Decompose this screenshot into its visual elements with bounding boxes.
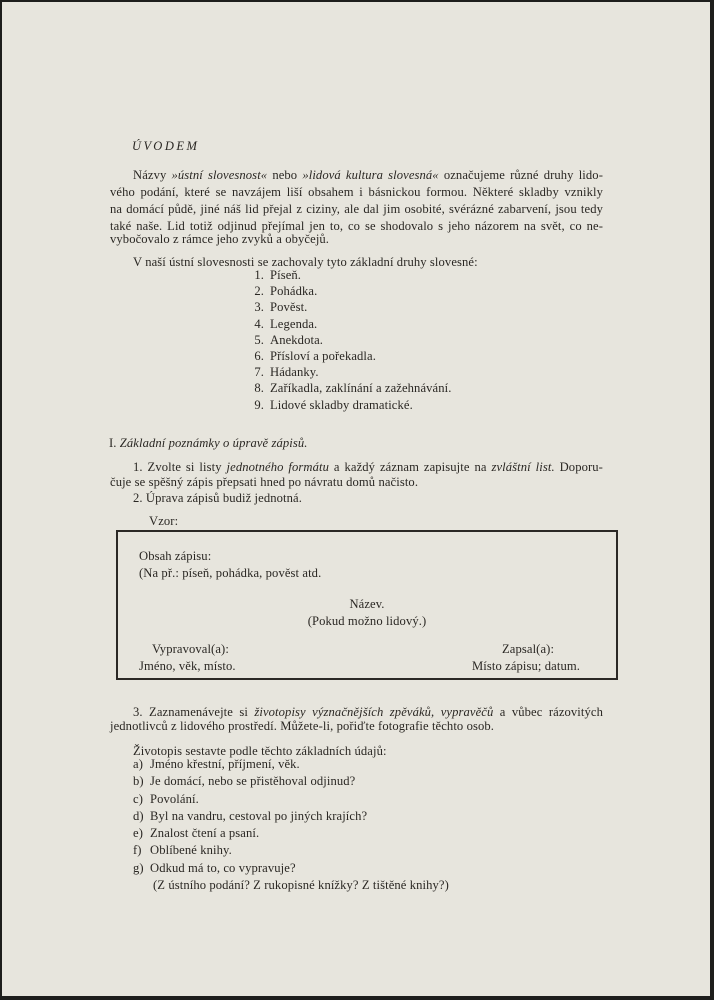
box-title-note: (Pokud možno lidový.) bbox=[307, 614, 427, 628]
bio-item-text: Povolání. bbox=[150, 791, 199, 806]
genre-number: 5. bbox=[254, 332, 264, 347]
rule-3-line-2: jednotlivců z lidového prostředí. Můžete-li, pořiďte fotografie těchto osob. bbox=[110, 719, 495, 733]
genre-number: 3. bbox=[254, 300, 264, 315]
bio-item-letter: c) bbox=[133, 791, 143, 806]
box-recorder-label: Zapsal(a): bbox=[502, 642, 555, 656]
genre-item bbox=[249, 299, 451, 315]
genre-label: Anekdota. bbox=[270, 332, 324, 347]
box-narrator-fields: Jméno, věk, místo. bbox=[139, 659, 236, 673]
bio-item bbox=[133, 860, 367, 877]
intro-line-4: také naše. Lid totiž odjinud přejímal jen to, co se shodovalo s jeho názorem na svět, co ne- bbox=[110, 219, 603, 233]
genre-label: Pověst. bbox=[270, 300, 308, 315]
genre-label: Hádanky. bbox=[270, 365, 319, 380]
genre-item bbox=[249, 364, 451, 380]
bio-item-text: Znalost čtení a psaní. bbox=[150, 826, 260, 841]
genres-intro: V naší ústní slovesnosti se zachovaly tyto základní druhy slovesné: bbox=[133, 255, 478, 269]
bio-intro: Životopis sestavte podle těchto základních údajů: bbox=[133, 744, 387, 758]
rule-1-line-2: čuje se spěšný zápis přepsati hned po návratu domů načisto. bbox=[110, 475, 419, 489]
intro-line-1: Názvy »ústní slovesnost« nebo »lidová kultura slovesná« označujeme různé druhy lido- bbox=[133, 168, 603, 182]
bio-item-text: Jméno křestní, příjmení, věk. bbox=[150, 757, 300, 771]
box-content-example: (Na př.: píseň, pohádka, pověst atd. bbox=[139, 566, 322, 580]
document-page bbox=[2, 2, 710, 996]
box-narrator-label: Vypravoval(a): bbox=[152, 642, 229, 656]
genre-item bbox=[249, 316, 451, 332]
bio-g-sub: (Z ústního podání? Z rukopisné knížky? Z tištěné knihy?) bbox=[153, 878, 449, 892]
vzor-label: Vzor: bbox=[149, 514, 179, 528]
bio-item-text: Je domácí, nebo se přistěhoval odjinud? bbox=[150, 774, 356, 789]
heading-uvodem: ÚVODEM bbox=[132, 139, 200, 153]
bio-item bbox=[133, 825, 367, 842]
box-recorder-fields: Místo zápisu; datum. bbox=[472, 659, 580, 673]
genre-number: 6. bbox=[254, 348, 264, 363]
bio-list bbox=[133, 756, 367, 877]
record-template-box bbox=[116, 530, 618, 680]
genre-item bbox=[249, 267, 451, 283]
bio-item-letter: g) bbox=[133, 860, 144, 875]
genre-item bbox=[249, 380, 451, 396]
genre-label: Pohádka. bbox=[270, 284, 318, 299]
intro-line-3: na domácí půdě, jiné náš lid přejal z ciziny, ale dal jim osobité, svérázné zabarvení, jsou tedy bbox=[110, 202, 603, 216]
bio-item bbox=[133, 791, 367, 808]
bio-item-text: Oblíbené knihy. bbox=[150, 843, 232, 858]
rule-2: 2. Úprava zápisů budiž jednotná. bbox=[133, 491, 302, 505]
box-title-label: Název. bbox=[349, 597, 385, 611]
genre-number: 1. bbox=[254, 268, 264, 282]
rule-3-line-1: 3. Zaznamenávejte si životopisy význačnějších zpěváků, vypravěčů a vůbec rázovitých bbox=[133, 705, 603, 719]
genre-item bbox=[249, 283, 451, 299]
bio-item bbox=[133, 773, 367, 790]
bio-item-letter: f) bbox=[133, 843, 142, 858]
genre-label: Přísloví a pořekadla. bbox=[270, 348, 376, 363]
bio-item-text: Odkud má to, co vypravuje? bbox=[150, 860, 296, 875]
bio-item bbox=[133, 808, 367, 825]
bio-item-letter: d) bbox=[133, 808, 144, 823]
genre-item bbox=[249, 332, 451, 348]
intro-line-2: vého podání, které se navzájem liší obsahem i básnickou formou. Některé skladby vznikly bbox=[110, 185, 603, 199]
genre-label: Zaříkadla, zaklínání a zažehnávání. bbox=[270, 381, 452, 396]
bio-item-text: Byl na vandru, cestoval po jiných krajích? bbox=[150, 808, 368, 823]
bio-item-letter: e) bbox=[133, 826, 143, 841]
genre-label: Legenda. bbox=[270, 316, 318, 331]
box-content-label: Obsah zápisu: bbox=[139, 549, 212, 563]
bio-item-letter: a) bbox=[133, 757, 143, 771]
genre-label: Píseň. bbox=[270, 268, 302, 282]
genre-number: 7. bbox=[254, 365, 264, 380]
genre-number: 8. bbox=[254, 381, 264, 396]
genre-number: 9. bbox=[254, 397, 264, 412]
genre-number: 4. bbox=[254, 316, 264, 331]
genre-item bbox=[249, 348, 451, 364]
genre-number: 2. bbox=[254, 284, 264, 299]
section-1-title: I. Základní poznámky o úpravě zápisů. bbox=[109, 436, 308, 450]
rule-1-line-1: 1. Zvolte si listy jednotného formátu a každý záznam zapisujte na zvláštní list. Doporu- bbox=[133, 460, 603, 474]
bio-item bbox=[133, 756, 367, 773]
bio-item-letter: b) bbox=[133, 774, 144, 789]
genre-item bbox=[249, 397, 451, 413]
bio-item bbox=[133, 842, 367, 859]
genres-list bbox=[249, 267, 451, 413]
genre-label: Lidové skladby dramatické. bbox=[270, 397, 413, 412]
intro-line-5: vybočovalo z rámce jeho zvyků a obyčejů. bbox=[110, 232, 330, 246]
